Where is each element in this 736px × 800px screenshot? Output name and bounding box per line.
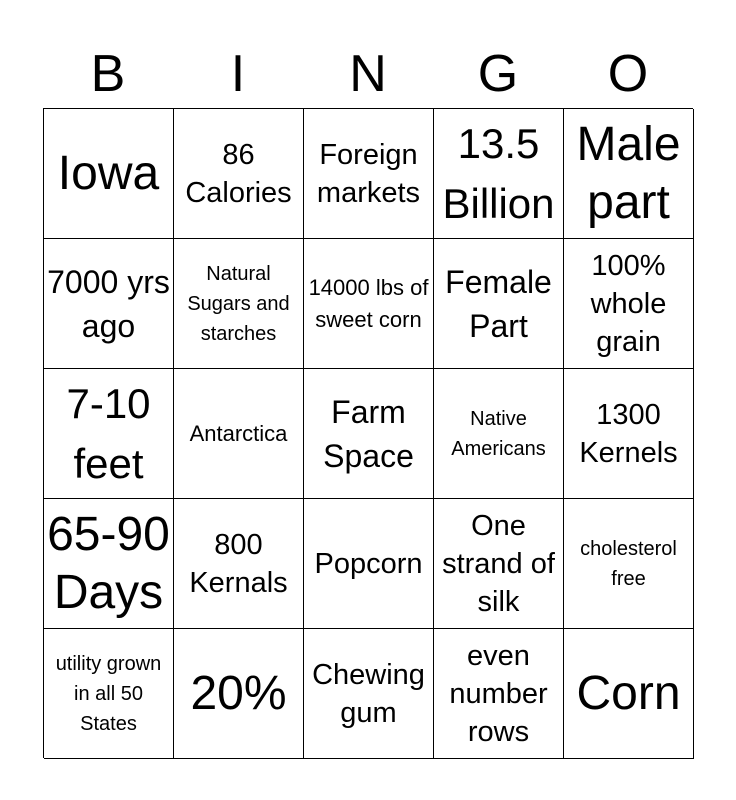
cell-text: 13.5 Billion: [442, 119, 555, 227]
bingo-cell[interactable]: [304, 239, 434, 369]
bingo-cell[interactable]: [564, 499, 694, 629]
cell-text: 86 Calories: [185, 138, 292, 209]
cell-text: Male part: [576, 117, 681, 229]
bingo-board: [43, 108, 693, 758]
cell-text: 800 Kernals: [189, 528, 288, 599]
bingo-cell[interactable]: [174, 109, 304, 239]
bingo-cell[interactable]: [174, 499, 304, 629]
bingo-cell[interactable]: [434, 499, 564, 629]
bingo-cell[interactable]: [304, 499, 434, 629]
cell-text: 20%: [190, 666, 287, 720]
cell-text: cholesterol free: [580, 537, 677, 590]
cell-text: Farm Space: [323, 393, 414, 474]
bingo-header: [43, 40, 693, 108]
bingo-cell[interactable]: [564, 629, 694, 759]
cell-text: Chewing gum: [312, 658, 425, 729]
bingo-cell[interactable]: [564, 369, 694, 499]
header-letter-o: O: [607, 45, 649, 103]
bingo-cell[interactable]: [434, 239, 564, 369]
cell-text: 100% whole grain: [590, 249, 667, 358]
cell-text: 65-90 Days: [47, 507, 170, 619]
cell-text: Iowa: [57, 146, 160, 200]
bingo-cell[interactable]: [174, 369, 304, 499]
bingo-cell[interactable]: [434, 369, 564, 499]
bingo-cell[interactable]: [564, 239, 694, 369]
bingo-cell[interactable]: [44, 239, 174, 369]
bingo-cell[interactable]: [174, 629, 304, 759]
cell-text: Foreign markets: [316, 138, 421, 209]
cell-text: Female Part: [445, 263, 552, 344]
cell-text: 7000 yrs ago: [47, 263, 170, 344]
cell-text: Natural Sugars and starches: [187, 262, 290, 345]
cell-text: 7-10 feet: [66, 379, 151, 487]
cell-text: utility grown in all 50 States: [55, 652, 162, 735]
cell-text: Popcorn: [314, 547, 423, 580]
bingo-cell[interactable]: [44, 629, 174, 759]
header-letter-n: N: [349, 45, 387, 103]
cell-text: One strand of silk: [442, 509, 555, 618]
header-letter-g: G: [477, 45, 519, 103]
bingo-cell[interactable]: [304, 109, 434, 239]
bingo-cell[interactable]: [564, 109, 694, 239]
cell-text: 1300 Kernels: [579, 398, 678, 469]
cell-text: Native Americans: [451, 407, 546, 460]
bingo-cell[interactable]: [44, 109, 174, 239]
bingo-cell[interactable]: [434, 109, 564, 239]
header-letter-b: B: [90, 45, 126, 103]
bingo-cell[interactable]: [304, 369, 434, 499]
cell-text: Corn: [576, 666, 681, 720]
cell-text: Antarctica: [189, 420, 288, 446]
bingo-cell[interactable]: [44, 369, 174, 499]
bingo-cell[interactable]: [44, 499, 174, 629]
header-letter-i: I: [230, 45, 246, 103]
bingo-cell[interactable]: [304, 629, 434, 759]
bingo-cell[interactable]: [174, 239, 304, 369]
cell-text: 14000 lbs of sweet corn: [308, 274, 429, 332]
cell-text: even number rows: [449, 639, 548, 748]
bingo-cell[interactable]: [434, 629, 564, 759]
